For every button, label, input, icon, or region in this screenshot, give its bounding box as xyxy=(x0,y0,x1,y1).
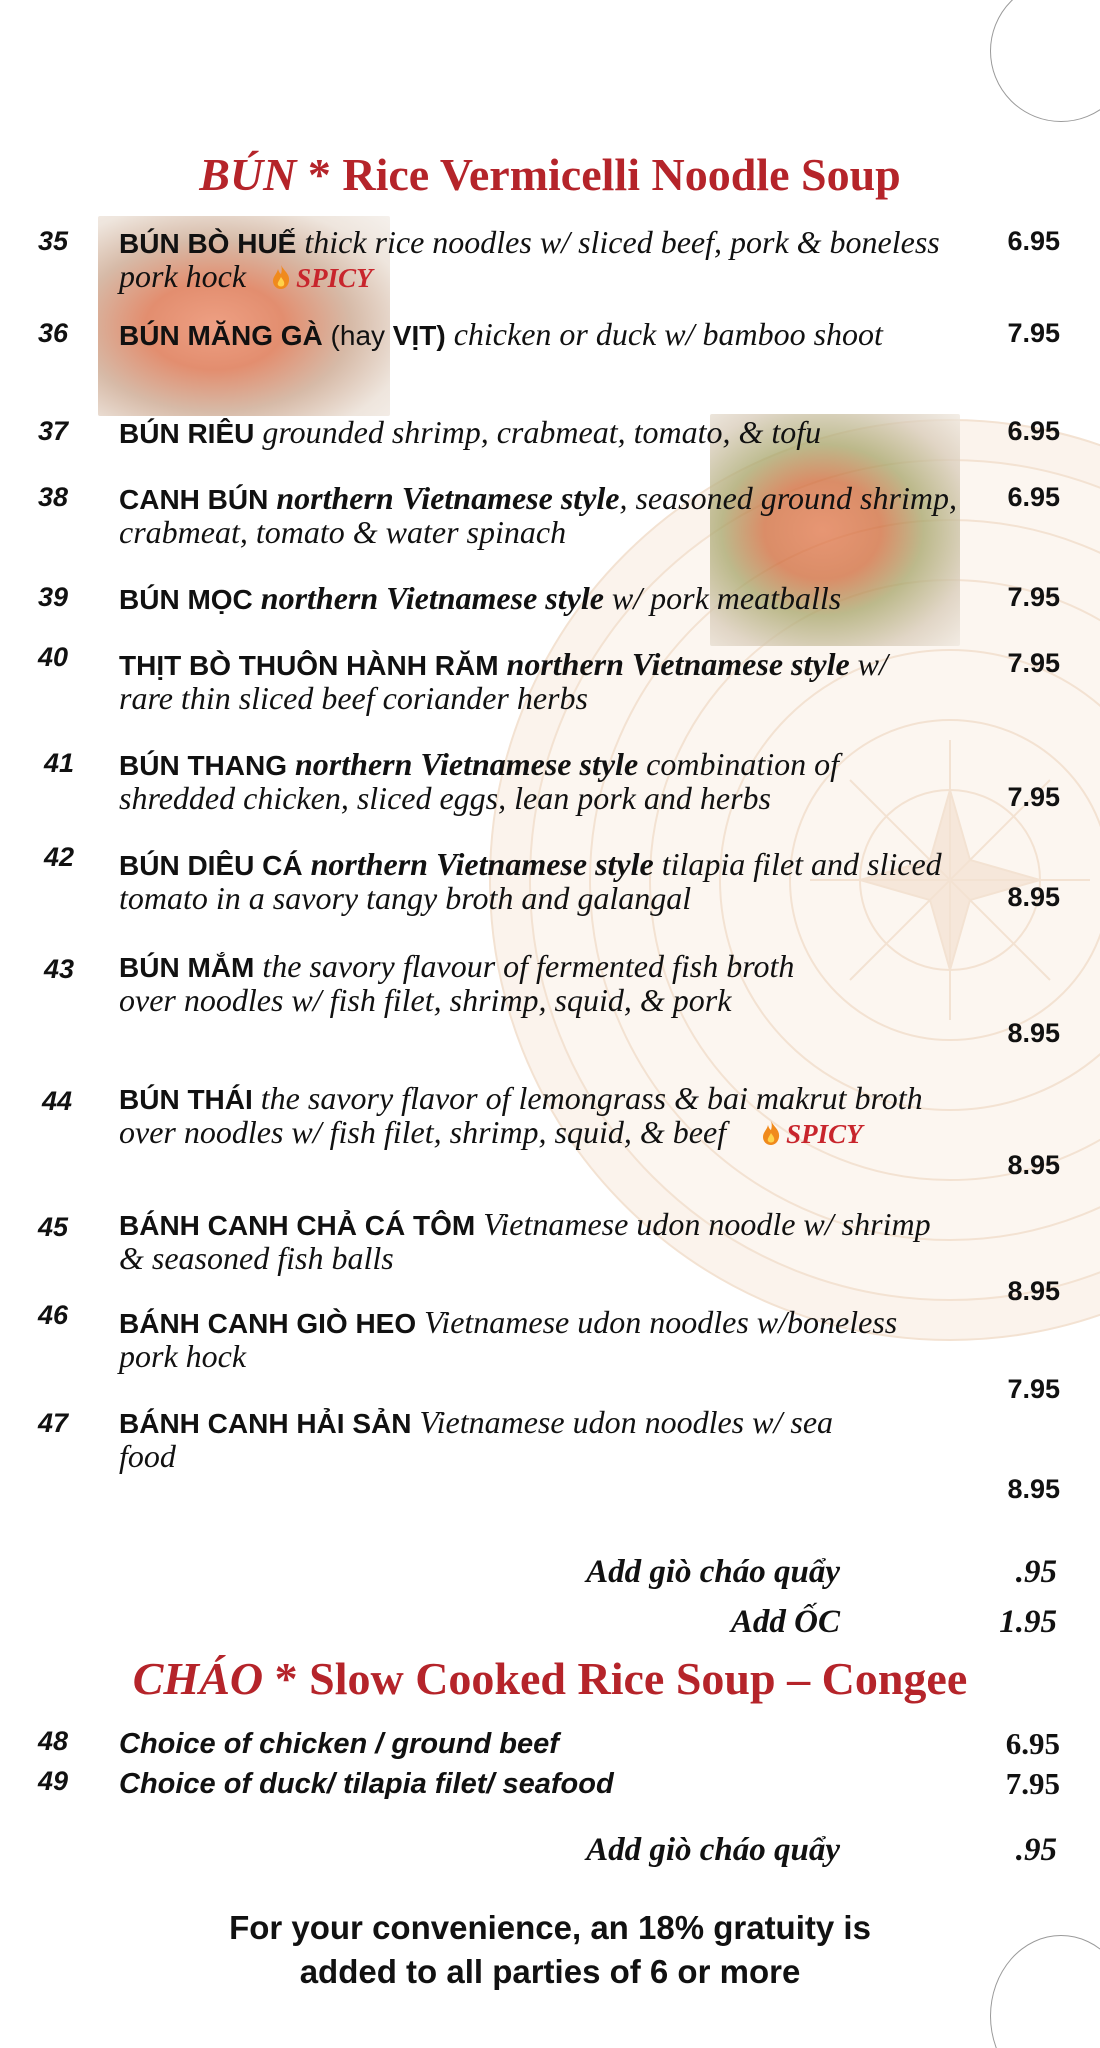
item-desc: thick rice noodles w/ sliced beef, pork & boneless pork hock xyxy=(119,224,940,294)
item-number: 42 xyxy=(44,842,75,872)
item-number: 45 xyxy=(38,1212,69,1242)
item-style: northern Vietnamese style xyxy=(268,480,620,516)
item-number: 44 xyxy=(42,1086,73,1116)
item-number: 46 xyxy=(38,1300,69,1330)
addon-price: 1.95 xyxy=(999,1604,1057,1640)
addon-label: Add giò cháo quẩy xyxy=(586,1554,840,1590)
item-price: 8.95 xyxy=(1007,882,1060,912)
item-price: 7.95 xyxy=(1007,1374,1060,1404)
item-price: 8.95 xyxy=(1007,1150,1060,1180)
bun-section-title xyxy=(0,148,1100,201)
item-number: 37 xyxy=(38,416,69,446)
item-name: BÚN THÁI xyxy=(119,1084,253,1115)
item-name: BÚN BÒ HUẾ xyxy=(119,228,297,259)
item-description xyxy=(119,950,859,1017)
spicy-label: SPICY xyxy=(296,263,373,293)
item-desc: the savory flavor of lemongrass & bai makrut broth over noodles w/ fish filet, shrimp, squid, & beef xyxy=(119,1080,923,1150)
item-description xyxy=(119,648,899,715)
item-number: 49 xyxy=(38,1766,69,1796)
item-style: northern Vietnamese style xyxy=(302,846,654,882)
item-style: northern Vietnamese style xyxy=(287,746,639,782)
item-number: 40 xyxy=(38,642,69,672)
flame-icon xyxy=(760,1120,782,1146)
item-number: 36 xyxy=(38,318,69,348)
item-number: 38 xyxy=(38,482,69,512)
item-desc: grounded shrimp, crabmeat, tomato, & tofu xyxy=(254,414,822,450)
item-desc: Vietnamese udon noodles w/boneless pork hock xyxy=(119,1304,898,1374)
item-style: northern Vietnamese style xyxy=(252,580,604,616)
item-name-alt: VỊT) xyxy=(392,320,446,351)
item-name: BÁNH CANH CHẢ CÁ TÔM xyxy=(119,1210,476,1241)
addon-price: .95 xyxy=(1015,1554,1057,1590)
item-price: 7.95 xyxy=(1007,648,1060,678)
gratuity-notice xyxy=(0,1906,1100,1994)
item-desc: tilapia filet and sliced tomato in a savory tangy broth and galangal xyxy=(119,846,942,916)
item-price: 6.95 xyxy=(1007,226,1060,256)
item-number: 47 xyxy=(38,1408,69,1438)
item-price: 6.95 xyxy=(1007,416,1060,446)
item-price: 7.95 xyxy=(1007,318,1060,348)
item-name-mid: (hay xyxy=(322,320,393,351)
item-description xyxy=(119,482,979,549)
addon-price: .95 xyxy=(1015,1832,1057,1868)
item-description xyxy=(119,1406,879,1473)
item-description xyxy=(119,1208,939,1275)
chao-section-title xyxy=(0,1652,1100,1705)
item-name: BÚN RIÊU xyxy=(119,418,255,449)
item-number: 48 xyxy=(38,1726,69,1756)
addon-label: Add giò cháo quẩy xyxy=(586,1832,840,1868)
item-description xyxy=(119,416,979,450)
item-description xyxy=(119,226,959,295)
flame-icon xyxy=(270,264,292,290)
item-name: BÚN MẮM xyxy=(119,952,255,983)
item-style: northern Vietnamese style xyxy=(498,646,850,682)
item-description xyxy=(119,748,959,815)
item-desc: Choice of chicken / ground beef xyxy=(119,1728,559,1760)
item-number: 41 xyxy=(44,748,75,778)
item-desc: Vietnamese udon noodles w/ sea food xyxy=(119,1404,834,1474)
item-number: 39 xyxy=(38,582,69,612)
item-description xyxy=(119,318,939,352)
bun-title-viet: BÚN xyxy=(199,149,297,200)
item-name: BÁNH CANH GIÒ HEO xyxy=(119,1308,417,1339)
item-description xyxy=(119,1766,979,1801)
gratuity-line-1: For your convenience, an 18% gratuity is xyxy=(229,1909,871,1946)
item-price: 7.95 xyxy=(1007,582,1060,612)
item-desc: Vietnamese udon noodle w/ shrimp & seasoned fish balls xyxy=(119,1206,931,1276)
item-name: THỊT BÒ THUÔN HÀNH RĂM xyxy=(119,650,499,681)
item-name: BÁNH CANH HẢI SẢN xyxy=(119,1408,412,1439)
item-name: BÚN MỌC xyxy=(119,584,253,615)
item-description xyxy=(119,1082,939,1151)
item-price: 6.95 xyxy=(1007,482,1060,512)
item-desc: combination of shredded chicken, sliced eggs, lean pork and herbs xyxy=(119,746,840,816)
item-desc: w/ rare thin sliced beef coriander herbs xyxy=(119,646,888,716)
chao-title-rest: * Slow Cooked Rice Soup – Congee xyxy=(263,1653,968,1704)
item-desc: chicken or duck w/ bamboo shoot xyxy=(445,316,883,352)
item-description xyxy=(119,582,979,616)
addon-label: Add ỐC xyxy=(730,1604,840,1640)
item-name: BÚN THANG xyxy=(119,750,287,781)
item-price: 8.95 xyxy=(1007,1474,1060,1504)
item-name: BÚN MĂNG GÀ xyxy=(119,320,323,351)
item-price: 8.95 xyxy=(1007,1018,1060,1048)
spicy-label: SPICY xyxy=(786,1119,863,1149)
gratuity-line-2: added to all parties of 6 or more xyxy=(299,1953,801,1990)
item-price: 8.95 xyxy=(1007,1276,1060,1306)
item-desc: w/ pork meatballs xyxy=(603,580,842,616)
item-number: 35 xyxy=(38,226,69,256)
corner-cutout-top xyxy=(990,0,1100,122)
item-name: CANH BÚN xyxy=(119,484,269,515)
item-desc: the savory flavour of fermented fish broth over noodles w/ fish filet, shrimp, squid, & pork xyxy=(119,948,795,1018)
chao-title-viet: CHÁO xyxy=(132,1653,264,1704)
bun-title-rest: * Rice Vermicelli Noodle Soup xyxy=(296,149,901,200)
item-name: BÚN DIÊU CÁ xyxy=(119,850,303,881)
item-number: 43 xyxy=(44,954,75,984)
item-description xyxy=(119,1306,899,1373)
item-description xyxy=(119,848,959,915)
item-desc: , seasoned ground shrimp, crabmeat, tomato & water spinach xyxy=(119,480,957,550)
item-desc: Choice of duck/ tilapia filet/ seafood xyxy=(119,1768,614,1800)
item-description xyxy=(119,1726,979,1761)
item-price: 7.95 xyxy=(1007,782,1060,812)
item-price: 6.95 xyxy=(1005,1726,1060,1761)
item-price: 7.95 xyxy=(1005,1766,1060,1801)
